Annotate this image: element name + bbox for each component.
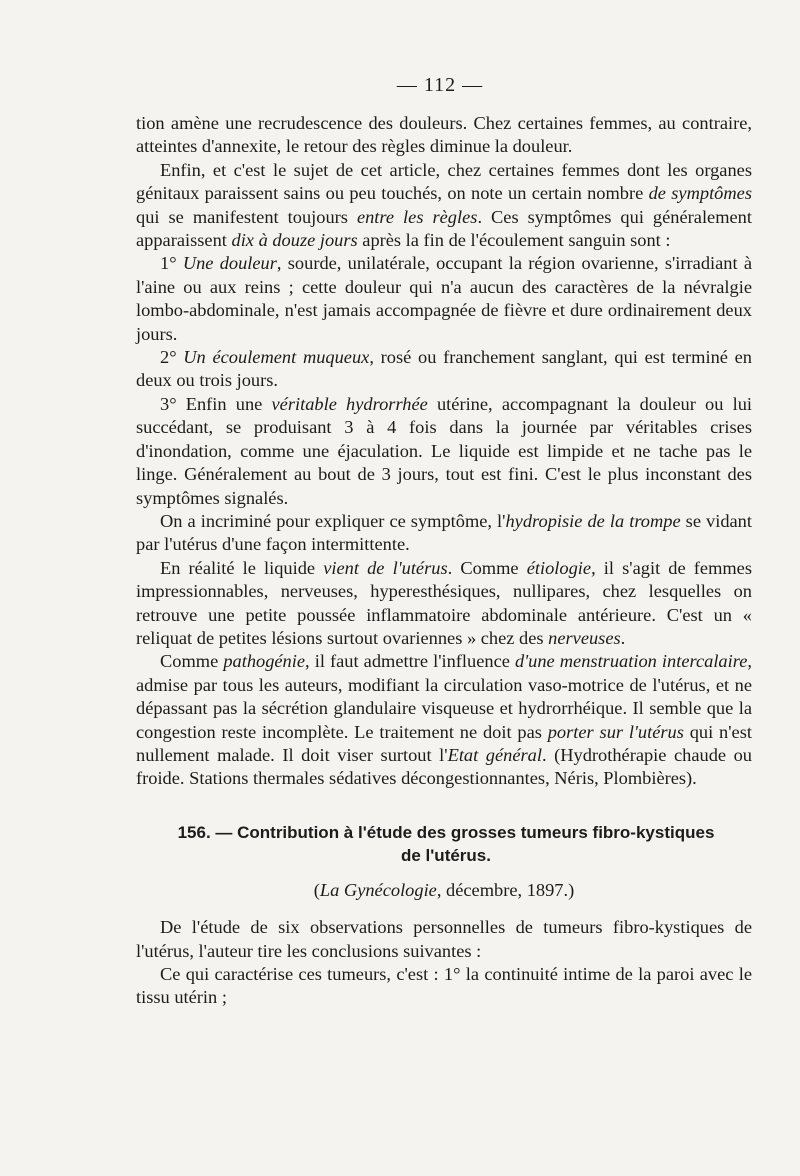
text-run: Enfin, et c'est le sujet de cet article, chez certaines femmes dont les organes génitaux paraissent sains ou peu touchés, on note un certain nombre [136,159,752,204]
page-number: — 112 — [396,74,484,96]
italic-run: La Gynécologie [319,879,437,900]
italic-run: Une douleur [182,253,277,274]
paragraph-10: Ce qui caractérise ces tumeurs, c'est : 1° la continuité intime de la paroi avec le tissu utérin ; [136,964,752,1008]
paragraph-4 [136,346,752,393]
text-run: qui se manifestent toujours [136,206,357,227]
page-body [136,112,752,1010]
paragraph-3 [136,252,752,346]
italic-run: Etat général [447,744,542,765]
text-run: . Ces symptômes qui généralement apparaissent [136,206,752,251]
section-heading [136,821,752,867]
paragraph-7 [136,557,752,651]
italic-run: véritable hydrorrhée [271,393,428,414]
italic-run: d'une menstruation intercalaire [515,651,748,672]
italic-run: entre les règles [356,206,478,227]
text-run: . (Hydrothérapie chaude ou froide. Stations thermales sédatives décongestionnantes, Néris, Plombières). [136,744,752,789]
text-run: après la fin de l'écoulement sanguin sont : [357,230,671,251]
text-run: 1° [160,253,183,274]
text-run: ( [313,879,320,900]
text-run: , admise par tous les auteurs, modifiant la circulation vaso-motrice de l'utérus, et ne dépassant pas la sécrétion glandulaire visqueuse et hydrorrhéique. Il semble que la congestion reste incomplète. Le traitement ne doit pas [136,651,752,742]
text-run: On a incriminé pour expliquer ce symptôme, l' [160,510,506,531]
text-run: , décembre, 1897.) [436,879,575,900]
paragraph-5 [136,393,752,510]
italic-run: de symptômes [648,183,752,204]
italic-run: hydropisie de la trompe [505,510,681,531]
text-run: , rosé ou franchement sanglant, qui est terminé en deux ou trois jours. [136,347,753,391]
paragraph-8 [136,650,752,790]
italic-run: étiologie [526,557,592,578]
italic-run: pathogénie [223,651,306,672]
text-run: 3° Enfin une [160,393,272,414]
paragraph-2 [136,159,752,253]
text-run: En réalité le liquide [160,557,324,578]
text-run: Comme [160,651,224,672]
source-citation [136,879,752,902]
paragraph-9: De l'étude de six observations personnelles de tumeurs fibro-kystiques de l'utérus, l'auteur tire les conclusions suivantes : [136,917,752,961]
text-run: utérine, accompagnant la douleur ou lui succédant, se produisant 3 à 4 fois dans la journée par véritables crises d'inondation, comme une éjaculation. Le liquide est limpide et ne tache pas le linge. Généralement au bout de 3 jours, tout est fini. C'est le plus inconstant des symptômes signalés. [136,393,753,508]
italic-run: porter sur l'utérus [547,721,684,742]
text-run: . [620,627,626,648]
italic-run: nerveuses [548,627,621,648]
heading-line: 156. — Contribution à l'étude des grosses tumeurs fibro-kystiques [177,822,715,842]
text-run: 2° [160,347,184,368]
italic-run: vient de l'utérus [323,557,448,578]
text-run: , il s'agit de femmes impressionnables, nerveuses, hyperesthésiques, nullipares, chez lesquelles on retrouve une petite poussée inflammatoire abdominale antérieure. C'est un « reliquat de petites lésions surtout ovariennes » chez des [136,557,753,648]
paragraph-1: tion amène une recrudescence des douleurs. Chez certaines femmes, au contraire, atteintes d'annexite, le retour des règles diminue la douleur. [136,113,752,157]
paragraph-6 [136,510,752,557]
text-run: , sourde, unilatérale, occupant la région ovarienne, s'irradiant à l'aine ou aux reins ; cette douleur qui n'a aucun des caractères de la névralgie lombo-abdominale, n'est jamais accompagnée de fièvre et dure ordinairement deux jours. [136,253,753,344]
text-run: . Comme [447,557,527,578]
italic-run: Un écoulement muqueux [183,347,370,368]
text-run: se vidant par l'utérus d'une façon intermittente. [136,510,752,555]
heading-line: de l'utérus. [400,845,491,865]
italic-run: dix à douze jours [231,230,358,251]
text-run: qui n'est nullement malade. Il doit viser surtout l' [136,721,752,765]
text-run: , il faut admettre l'influence [305,651,516,672]
